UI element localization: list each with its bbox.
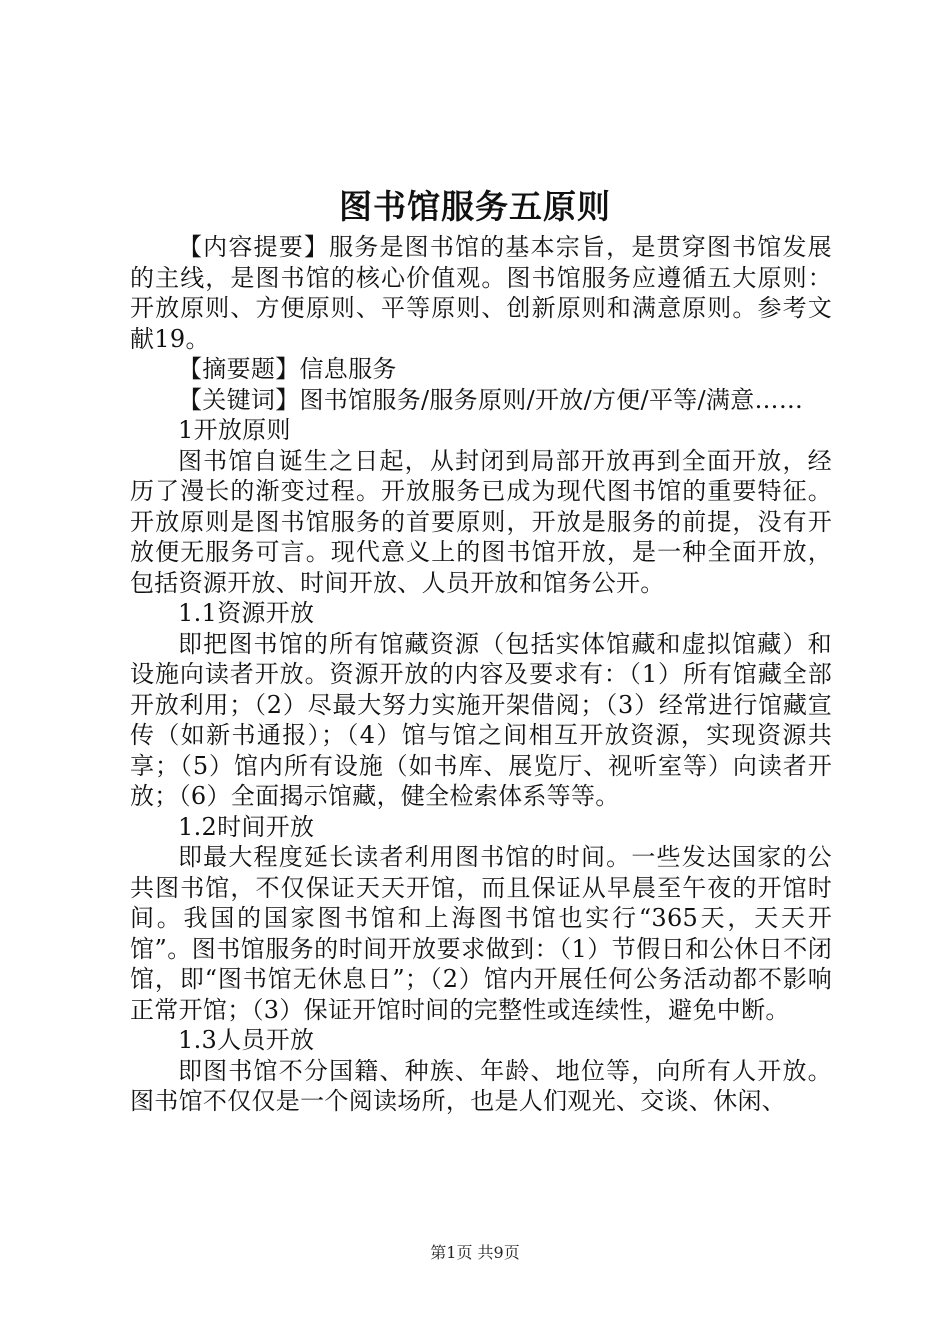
document-title: 图书馆服务五原则: [339, 187, 611, 226]
section-heading-1: 1开放原则: [178, 416, 291, 444]
abstract-topic: 【摘要题】信息服务: [178, 355, 397, 383]
keywords: 【关键词】图书馆服务/服务原则/开放/方便/平等/满意……: [178, 385, 804, 414]
section-1-paragraph: 图书馆自诞生之日起，从封闭到局部开放再到全面开放，经历了漫长的渐变过程。开放服务已成为现代图书馆的重要特征。开放原则是图书馆服务的首要原则，开放是服务的前提，没有开放便无服务可言。现代意义上的图书馆开放，是一种全面开放，包括资源开放、时间开放、人员开放和馆务公开。: [130, 446, 832, 597]
section-1-2-paragraph: 即最大程度延长读者利用图书馆的时间。一些发达国家的公共图书馆，不仅保证天天开馆，而且保证从早晨至午夜的开馆时间。我国的国家图书馆和上海图书馆也实行“365天，天天开馆”。图书馆服务的时间开放要求做到：（1）节假日和公休日不闭馆，即“图书馆无休息日”；（2）馆内开展任何公务活动都不影响正常开馆；（3）保证开馆时间的完整性或连续性，避免中断。: [130, 843, 832, 1024]
abstract-paragraph: 【内容提要】服务是图书馆的基本宗旨，是贯穿图书馆发展的主线，是图书馆的核心价值观。图书馆服务应遵循五大原则：开放原则、方便原则、平等原则、创新原则和满意原则。参考文献19。: [130, 233, 832, 353]
section-heading-1-2: 1.2时间开放: [178, 812, 315, 841]
section-heading-1-3: 1.3人员开放: [178, 1026, 315, 1054]
document-body: [130, 232, 832, 1117]
page-footer: 第1页 共9页: [430, 1243, 520, 1262]
section-1-3-paragraph: 即图书馆不分国籍、种族、年龄、地位等，向所有人开放。图书馆不仅仅是一个阅读场所，也是人们观光、交谈、休闲、: [130, 1056, 832, 1115]
section-1-1-paragraph: 即把图书馆的所有馆藏资源（包括实体馆藏和虚拟馆藏）和设施向读者开放。资源开放的内容及要求有：（1）所有馆藏全部开放利用；（2）尽最大努力实施开架借阅；（3）经常进行馆藏宣传（如新书通报）；（4）馆与馆之间相互开放资源，实现资源共享；（5）馆内所有设施（如书库、展览厅、视听室等）向读者开放；（6）全面揭示馆藏，健全检索体系等等。: [130, 629, 832, 810]
section-heading-1-1: 1.1资源开放: [178, 599, 315, 627]
